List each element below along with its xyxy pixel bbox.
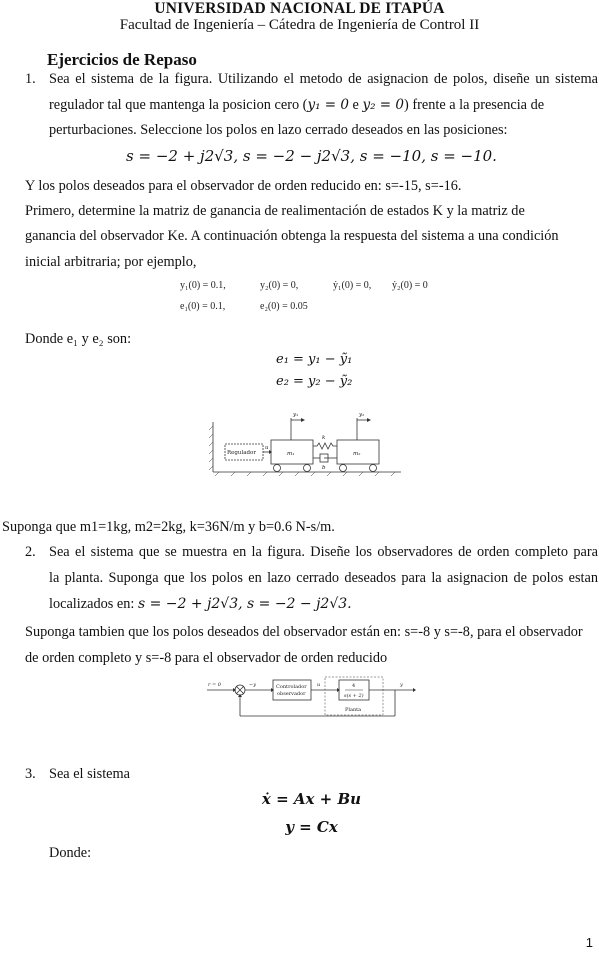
fig1-m2-label: m₂: [353, 451, 361, 457]
ex2-line5: de orden completo y s=-8 para el observador de orden reducido: [25, 650, 388, 666]
page-number: 1: [585, 935, 593, 950]
fig2-plant-label: Planta: [345, 707, 362, 713]
block-diagram-figure: [205, 676, 420, 724]
ex1-observer-poles: Y los polos deseados para el observador de orden reducido en: s=-15, s=-16.: [25, 178, 462, 194]
fig2-r-label: r = 0: [208, 682, 221, 688]
fig2-y-label: y: [400, 682, 403, 688]
fig1-b-label: b: [322, 465, 326, 471]
fig1-m1-label: m₁: [287, 451, 295, 457]
fig1-y2-label: y₂: [359, 412, 365, 418]
ex1-poles: s = −2 + j2√3, s = −2 − j2√3, s = −10, s = −10.: [126, 147, 497, 165]
fig1-k-label: k: [322, 435, 326, 441]
ex2-number: 2.: [25, 544, 36, 560]
ic-e1: e₁(0) = 0.1,: [180, 301, 226, 312]
ex2-line2: la planta. Suponga que los polos en lazo cerrado deseados para la asignacion de polos estan: [49, 570, 598, 586]
ex1-line2: [49, 95, 598, 115]
ex1-params: Suponga que m1=1kg, m2=2kg, k=36N/m y b=0.6 N-s/m.: [2, 519, 335, 535]
ex3-donde: Donde:: [49, 845, 92, 861]
ex3-intro: Sea el sistema: [49, 766, 130, 782]
ex1-line2-text: regulador tal que mantenga la posicion cero (y₁ = 0 e y₂ = 0) frente a la presencia de: [49, 97, 545, 113]
fig2-minus-y-label: −y: [249, 682, 257, 688]
ex2-line3: localizados en: s = −2 + j2√3, s = −2 − j2√3.: [49, 596, 352, 612]
fig1-y1-label: y₁: [293, 412, 299, 418]
ic-y1dot: ẏ₁(0) = 0,: [333, 280, 372, 291]
ic-y1: y₁(0) = 0.1,: [180, 280, 226, 291]
faculty-subtitle: Facultad de Ingeniería – Cátedra de Ingeniería de Control II: [119, 17, 480, 33]
fig2-controller-l2: observador: [277, 691, 306, 697]
ex1-line-k2: ganancia del observador Ke. A continuación obtenga la respuesta del sistema a una condición: [25, 228, 559, 244]
ex1-line1: Sea el sistema de la figura. Utilizando el metodo de asignacion de polos, diseñe un sistema: [49, 71, 598, 87]
e2-equation: e₂ = y₂ − ỹ₂: [276, 374, 353, 389]
university-title: UNIVERSIDAD NACIONAL DE ITAPÚA: [154, 0, 445, 17]
ic-y2: y₂(0) = 0,: [260, 280, 299, 291]
ic-y2dot: ẏ₂(0) = 0: [392, 280, 428, 291]
ex2-line1: Sea el sistema que se muestra en la figura. Diseñe los observadores de orden completo para: [49, 544, 598, 560]
ic-e2: e₂(0) = 0.05: [260, 301, 308, 312]
ex1-number: 1.: [25, 71, 36, 87]
fig2-u-label: u: [317, 682, 321, 688]
ex1-line3: perturbaciones. Seleccione los polos en lazo cerrado deseados en las posiciones:: [49, 122, 508, 138]
fig2-tf-num: 4: [352, 683, 356, 689]
ex1-donde: Donde e₁ y e₂ son:: [25, 331, 132, 347]
ex1-line-k1: Primero, determine la matriz de ganancia de realimentación de estados K y la matriz de: [25, 203, 525, 219]
fig1-regulador-label: Regulador: [227, 450, 256, 456]
mass-spring-figure: [205, 408, 405, 488]
fig2-controller-l1: Controlador: [276, 684, 307, 690]
ex1-line-k3: inicial arbitraria; por ejemplo,: [25, 254, 197, 270]
fig2-tf-den: s(s + 2): [344, 693, 364, 699]
ex2-line4: Suponga tambien que los polos deseados del observador están en: s=-8 y s=-8, para el observador: [25, 624, 583, 640]
section-title: Ejercicios de Repaso: [47, 50, 197, 69]
fig1-u-label: u: [265, 445, 269, 451]
e1-equation: e₁ = y₁ − ỹ₁: [276, 352, 353, 367]
ex3-number: 3.: [25, 766, 36, 782]
ex3-output-equation: y = Cx: [285, 818, 338, 836]
ex3-state-equation: ẋ = Ax + Bu: [261, 790, 362, 808]
ex2-poles: s = −2 + j2√3, s = −2 − j2√3.: [137, 596, 352, 612]
